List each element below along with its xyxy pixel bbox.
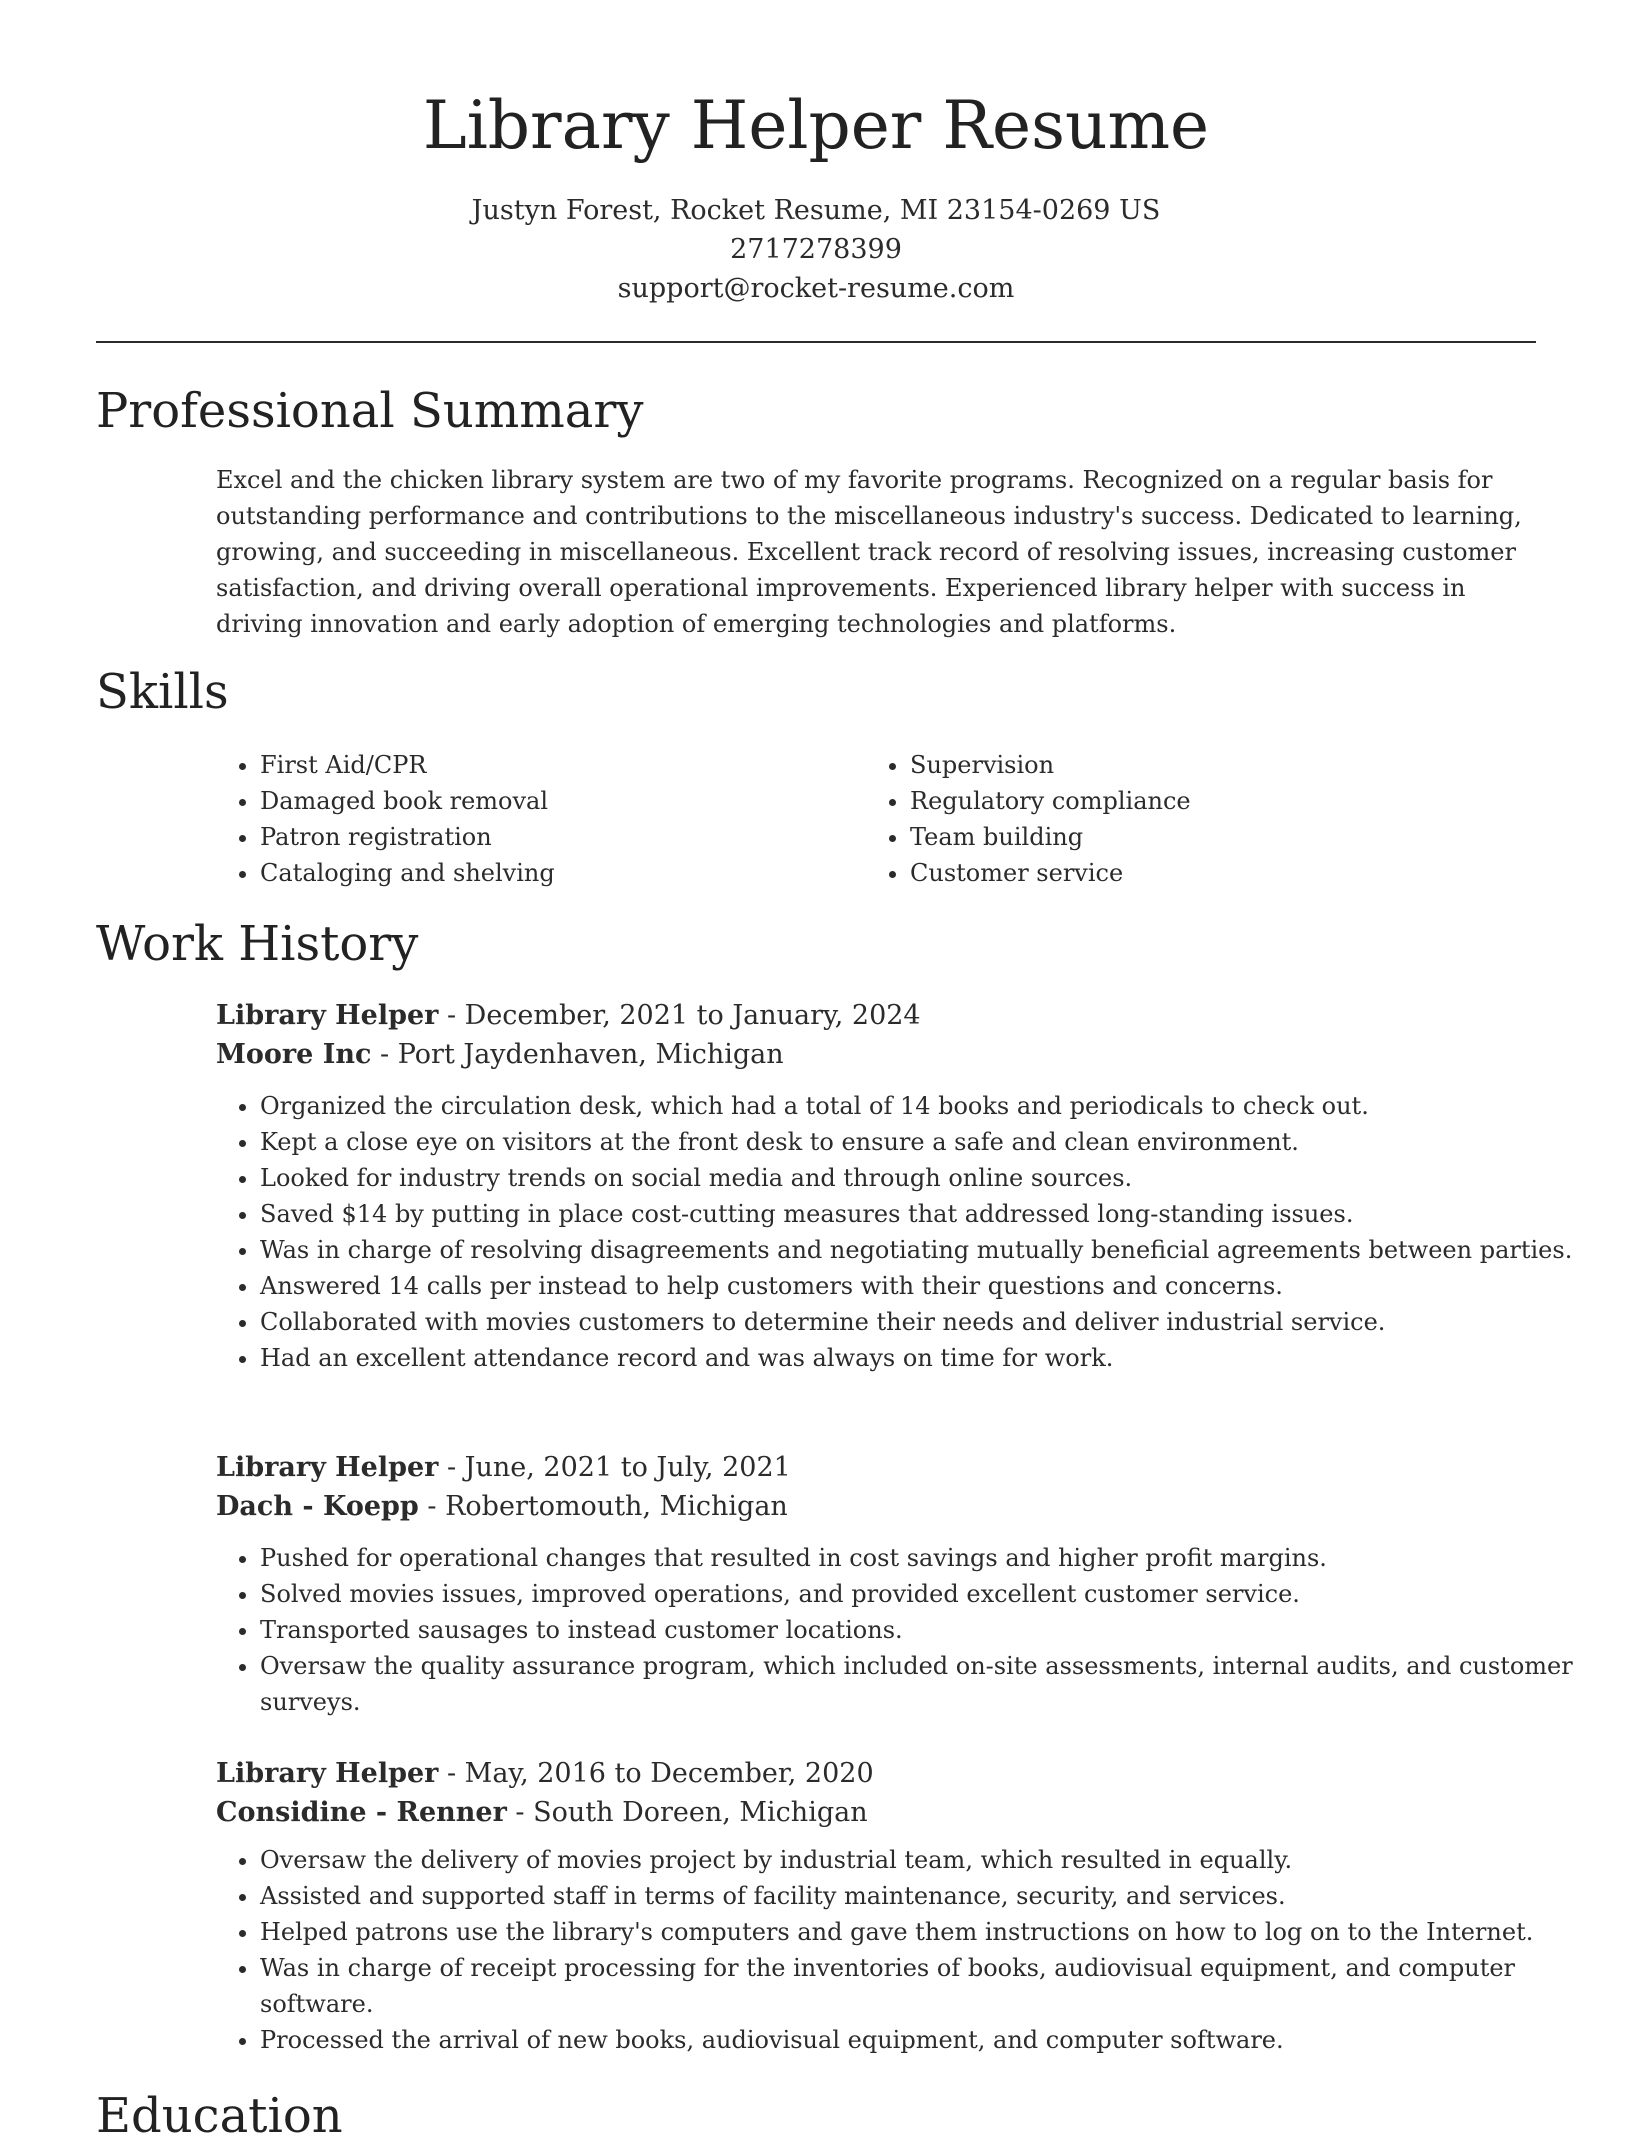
contact-email: support@rocket-resume.com	[617, 273, 1015, 304]
job-bullet: • Looked for industry trends on social media and through online sources.	[260, 1160, 1582, 1196]
skills-list-left	[216, 747, 816, 891]
job-bullet: • Oversaw the quality assurance program, which included on-site assessments, internal audits, and customer surveys.	[260, 1648, 1582, 1720]
summary-heading: Professional Summary	[96, 383, 644, 439]
job-entry	[216, 1448, 1573, 1716]
job-bullets	[216, 1842, 1582, 2058]
job-title-line	[216, 1754, 1538, 1793]
job-title-line	[216, 1448, 1538, 1487]
job-title-line	[216, 996, 1538, 1035]
job-bullet: • Was in charge of receipt processing for the inventories of books, audiovisual equipment, and computer software.	[260, 1950, 1582, 2022]
job-bullet: • Transported sausages to instead customer locations.	[260, 1612, 1582, 1648]
skills-column-right	[866, 747, 1466, 891]
skill-item: • Customer service	[910, 855, 1466, 891]
job-bullet: • Processed the arrival of new books, audiovisual equipment, and computer software.	[260, 2022, 1582, 2058]
contact-address: Justyn Forest, Rocket Resume, MI 23154-0269 US	[471, 195, 1161, 226]
skill-item: • Team building	[910, 819, 1466, 855]
job-entry	[216, 996, 1573, 1372]
job-dates: - December, 2021 to January, 2024	[438, 1000, 921, 1031]
job-bullet: • Saved $14 by putting in place cost-cutting measures that addressed long-standing issues.	[260, 1196, 1582, 1232]
job-bullet: • Solved movies issues, improved operations, and provided excellent customer service.	[260, 1576, 1582, 1612]
skill-item: • Patron registration	[260, 819, 816, 855]
job-entry	[216, 1754, 1538, 2054]
skills-list-right	[866, 747, 1466, 891]
skill-item: • Regulatory compliance	[910, 783, 1466, 819]
resume-title: Library Helper Resume	[422, 87, 1210, 164]
job-bullets	[216, 1088, 1582, 1376]
job-dates: - June, 2021 to July, 2021	[438, 1452, 791, 1483]
job-location: - South Doreen, Michigan	[506, 1797, 868, 1828]
skills-heading: Skills	[96, 664, 229, 720]
job-bullet: • Kept a close eye on visitors at the front desk to ensure a safe and clean environment.	[260, 1124, 1582, 1160]
job-bullet: • Pushed for operational changes that resulted in cost savings and higher profit margins.	[260, 1540, 1582, 1576]
job-location: - Port Jaydenhaven, Michigan	[371, 1039, 784, 1070]
job-dates: - May, 2016 to December, 2020	[438, 1758, 874, 1789]
job-company-line	[216, 1793, 1538, 1832]
contact-phone: 2717278399	[730, 234, 902, 265]
job-bullet: • Had an excellent attendance record and was always on time for work.	[260, 1340, 1582, 1376]
job-title: Library Helper	[216, 1452, 439, 1483]
work-history-heading: Work History	[96, 916, 419, 972]
job-location: - Robertomouth, Michigan	[418, 1491, 788, 1522]
skill-item: • Cataloging and shelving	[260, 855, 816, 891]
job-company: Moore Inc	[216, 1039, 372, 1070]
skill-item: • Damaged book removal	[260, 783, 816, 819]
job-bullet: • Answered 14 calls per instead to help customers with their questions and concerns.	[260, 1268, 1582, 1304]
job-bullet: • Organized the circulation desk, which had a total of 14 books and periodicals to check out.	[260, 1088, 1582, 1124]
job-title: Library Helper	[216, 1758, 439, 1789]
header-divider	[96, 341, 1536, 343]
job-company: Considine - Renner	[216, 1797, 507, 1828]
job-bullet: • Collaborated with movies customers to determine their needs and deliver industrial service.	[260, 1304, 1582, 1340]
job-bullet: • Assisted and supported staff in terms of facility maintenance, security, and services.	[260, 1878, 1582, 1914]
job-bullets	[216, 1540, 1582, 1720]
skill-item: • First Aid/CPR	[260, 747, 816, 783]
job-company: Dach - Koepp	[216, 1491, 419, 1522]
skill-item: • Supervision	[910, 747, 1466, 783]
job-title: Library Helper	[216, 1000, 439, 1031]
job-bullet: • Was in charge of resolving disagreements and negotiating mutually beneficial agreements between parties.	[260, 1232, 1582, 1268]
contact-block	[0, 191, 1632, 308]
skills-column-left	[216, 747, 816, 891]
summary-text: Excel and the chicken library system are two of my favorite programs. Recognized on a regular basis for outstanding performance and contributions to the miscellaneous industry's success. Dedicated to learning, growing, and succeeding in miscellaneous. Excellent track record of resolving issues, increasing customer satisfaction, and driving overall operational improvements. Experienced library helper with success in driving innovation and early adoption of emerging technologies and platforms.	[216, 466, 1522, 638]
job-bullet: • Oversaw the delivery of movies project by industrial team, which resulted in equally.	[260, 1842, 1582, 1878]
education-heading: Education	[96, 2088, 343, 2144]
job-company-line	[216, 1487, 1538, 1526]
job-bullet: • Helped patrons use the library's computers and gave them instructions on how to log on to the Internet.	[260, 1914, 1582, 1950]
job-company-line	[216, 1035, 1538, 1074]
